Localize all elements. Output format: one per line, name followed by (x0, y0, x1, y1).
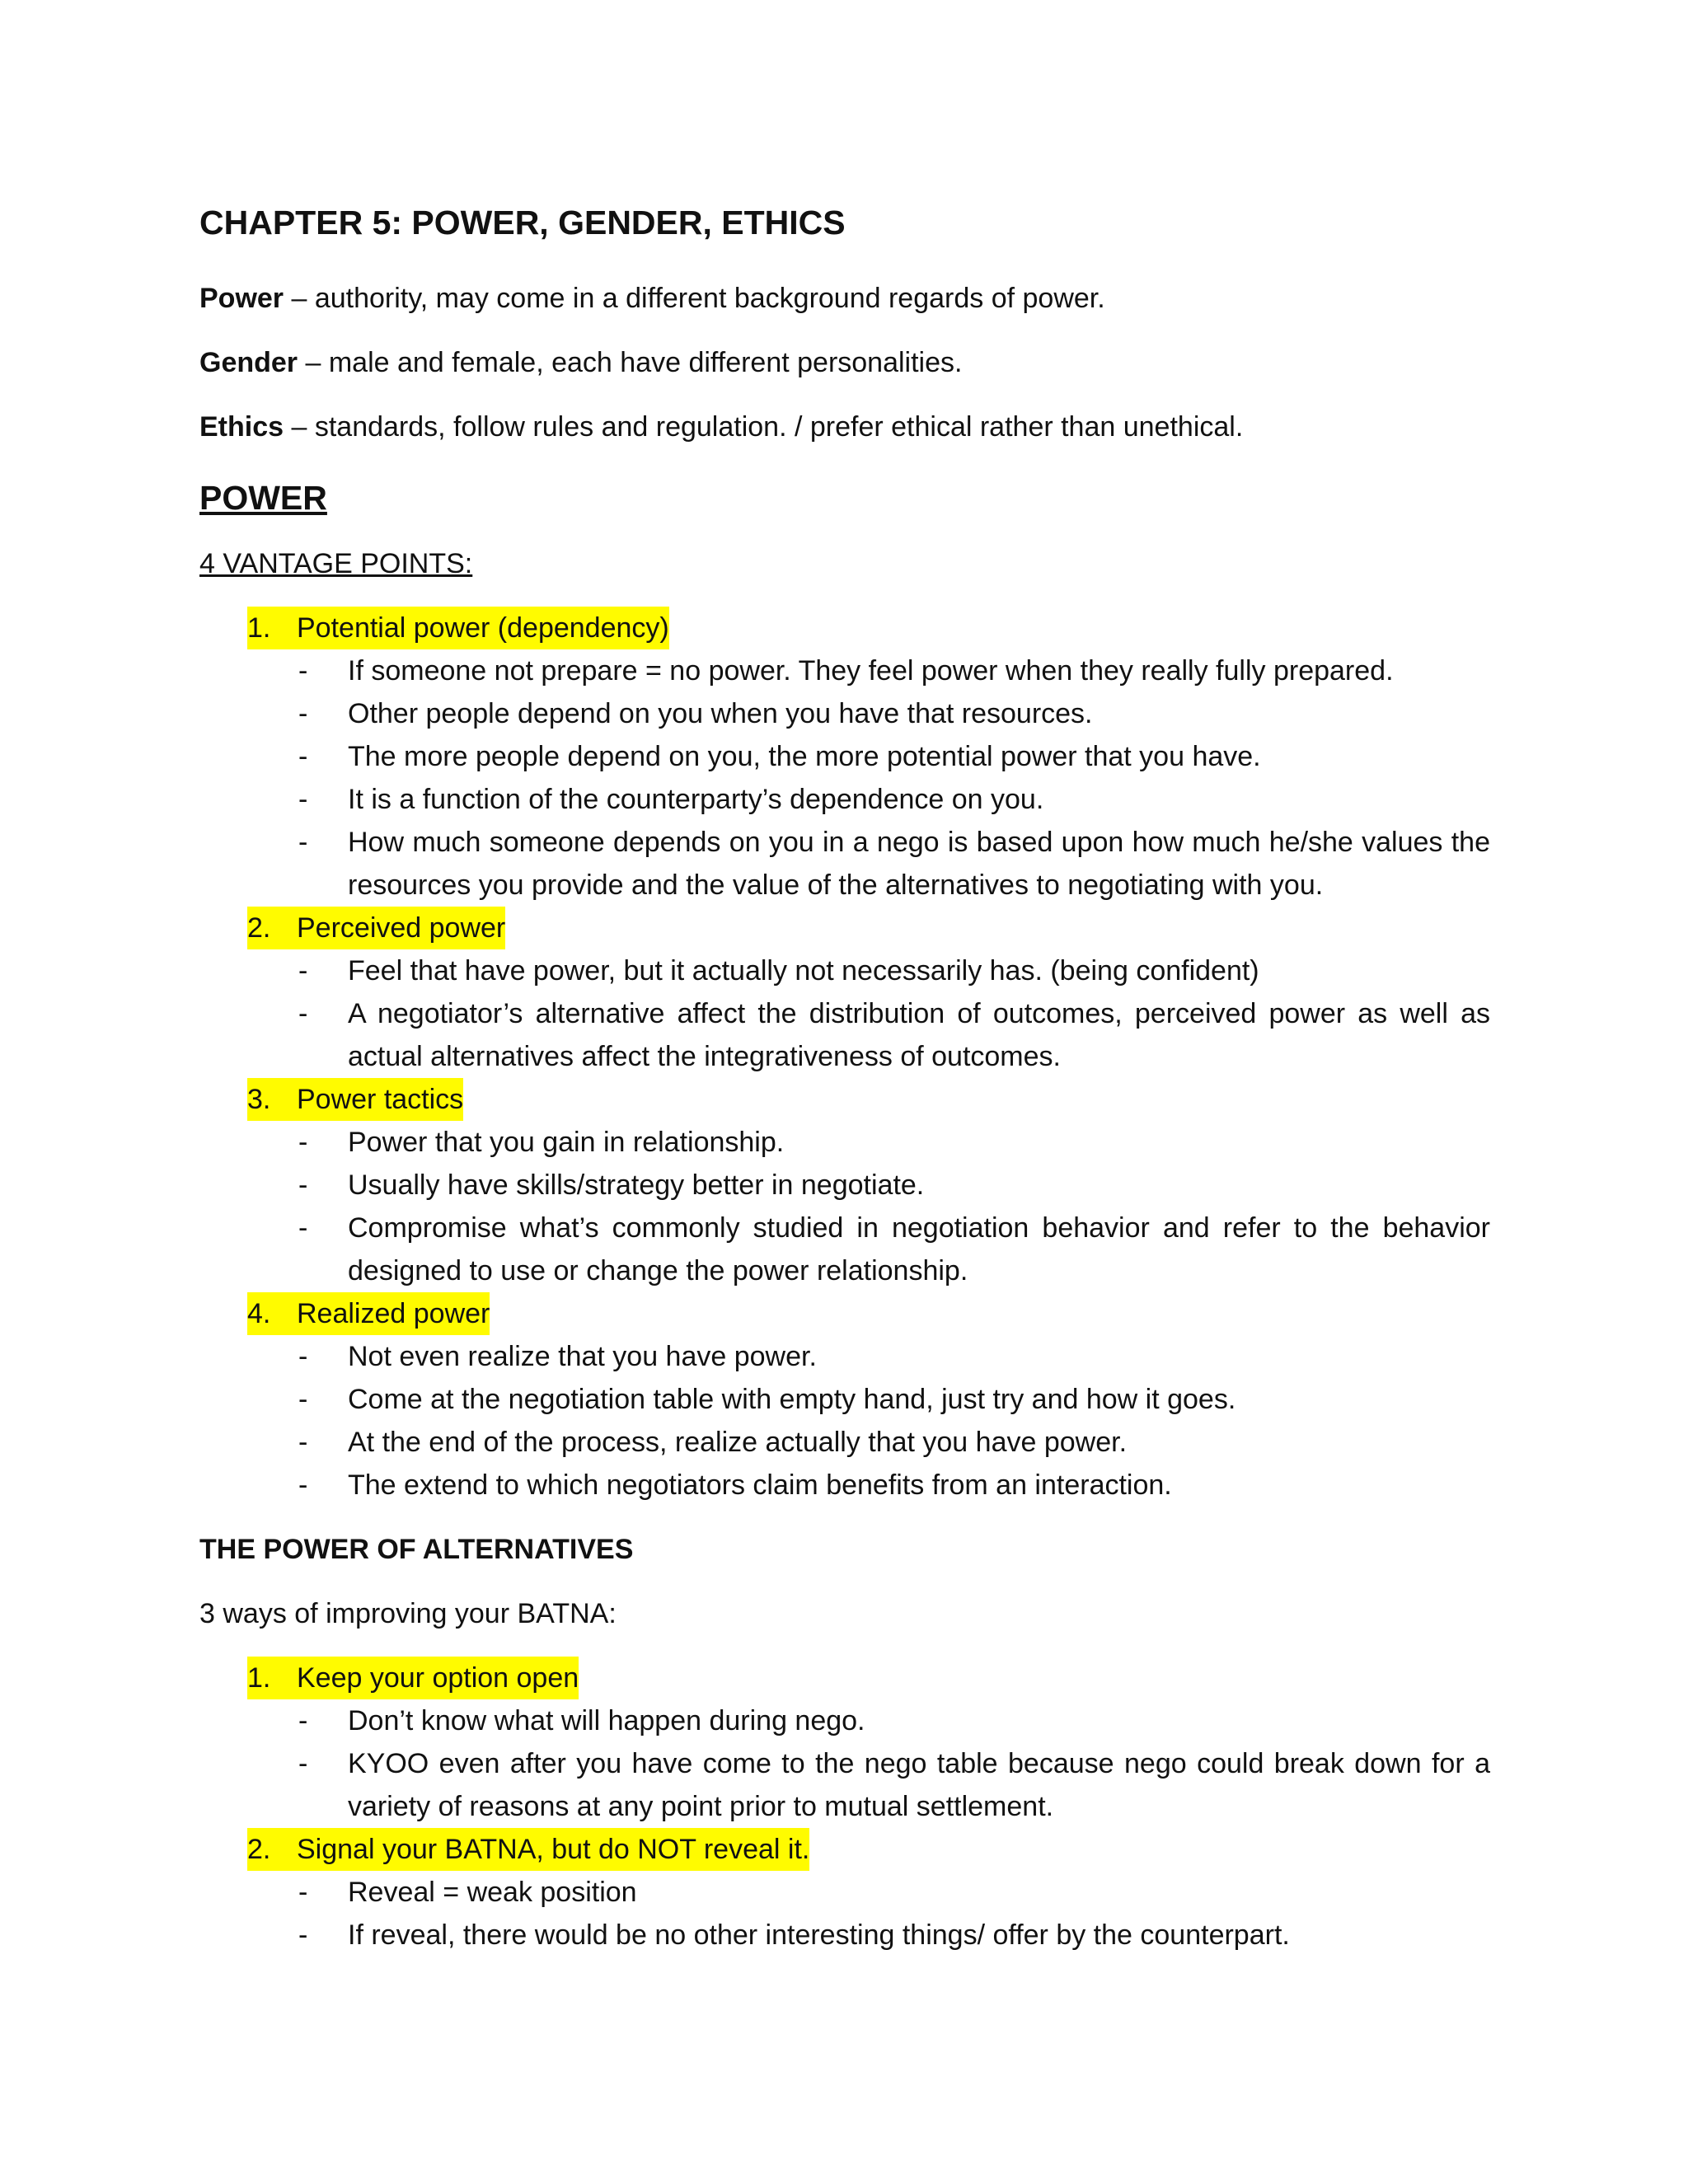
item-heading (247, 607, 669, 649)
item-number: 1. (247, 1662, 271, 1694)
bullet: - Not even realize that you have power. (199, 1335, 1490, 1378)
item-label: Signal your BATNA, but do NOT reveal it. (297, 1834, 810, 1865)
bullet: - Reveal = weak position (199, 1871, 1490, 1914)
item-number: 2. (247, 912, 271, 944)
bullet: - Usually have skills/strategy better in negotiate. (199, 1164, 1490, 1207)
document-page (199, 190, 1490, 1978)
item-label: Perceived power (297, 912, 506, 944)
chapter-title: CHAPTER 5: POWER, GENDER, ETHICS (199, 204, 846, 241)
item-number: 4. (247, 1298, 271, 1329)
bullet: - Power that you gain in relationship. (199, 1121, 1490, 1164)
alternatives-heading: THE POWER OF ALTERNATIVES (199, 1534, 634, 1565)
item-number: 3. (247, 1084, 271, 1115)
list-item (199, 1078, 1490, 1292)
definition-text: – male and female, each have different personalities. (298, 347, 963, 378)
definition-term: Ethics (199, 411, 284, 443)
list-item (199, 1828, 1490, 1957)
item-number: 1. (247, 612, 271, 644)
item-label: Keep your option open (297, 1662, 579, 1694)
list-item (199, 1657, 1490, 1828)
bullet: - Don’t know what will happen during nego. (199, 1699, 1490, 1742)
item-number: 2. (247, 1834, 271, 1865)
list-item (199, 907, 1490, 1078)
power-heading: POWER (199, 479, 327, 517)
definition-term: Gender (199, 347, 298, 378)
bullet: - Compromise what’s commonly studied in negotiation behavior and refer to the behavior designed to use or change the power relationship. (199, 1207, 1490, 1292)
vantage-points-list (199, 607, 1490, 1507)
item-label: Potential power (dependency) (297, 612, 669, 644)
bullet: - Feel that have power, but it actually not necessarily has. (being confident) (199, 949, 1490, 992)
definition-text: – authority, may come in a different background regards of power. (284, 283, 1105, 314)
bullet: - The extend to which negotiators claim benefits from an interaction. (199, 1464, 1490, 1507)
definition-text: – standards, follow rules and regulation. / prefer ethical rather than unethical. (284, 411, 1244, 443)
bullet: - KYOO even after you have come to the nego table because nego could break down for a variety of reasons at any point prior to mutual settlement. (199, 1742, 1490, 1828)
item-heading (247, 907, 505, 949)
item-heading (247, 1078, 463, 1121)
batna-intro: 3 ways of improving your BATNA: (199, 1598, 617, 1629)
bullet: - A negotiator’s alternative affect the distribution of outcomes, perceived power as well as actual alternatives affect the integrativeness of outcomes. (199, 992, 1490, 1078)
bullet: - The more people depend on you, the more potential power that you have. (199, 735, 1490, 778)
definition-gender (199, 341, 1490, 384)
list-item (199, 607, 1490, 907)
bullet: - At the end of the process, realize actually that you have power. (199, 1421, 1490, 1464)
list-item (199, 1292, 1490, 1507)
bullet: - How much someone depends on you in a nego is based upon how much he/she values the resources you provide and the value of the alternatives to negotiating with you. (199, 821, 1490, 907)
item-heading (247, 1657, 579, 1699)
bullet: - If someone not prepare = no power. They feel power when they really fully prepared. (199, 649, 1490, 692)
definition-ethics (199, 405, 1490, 448)
bullet: - It is a function of the counterparty’s dependence on you. (199, 778, 1490, 821)
definition-power (199, 277, 1490, 320)
item-label: Realized power (297, 1298, 490, 1329)
item-heading (247, 1828, 809, 1871)
bullet: - If reveal, there would be no other interesting things/ offer by the counterpart. (199, 1914, 1490, 1957)
batna-ways-list (199, 1657, 1490, 1957)
bullet: - Other people depend on you when you have that resources. (199, 692, 1490, 735)
bullet: - Come at the negotiation table with empty hand, just try and how it goes. (199, 1378, 1490, 1421)
definition-term: Power (199, 283, 284, 314)
vantage-points-heading: 4 VANTAGE POINTS: (199, 548, 473, 579)
item-label: Power tactics (297, 1084, 464, 1115)
item-heading (247, 1292, 490, 1335)
